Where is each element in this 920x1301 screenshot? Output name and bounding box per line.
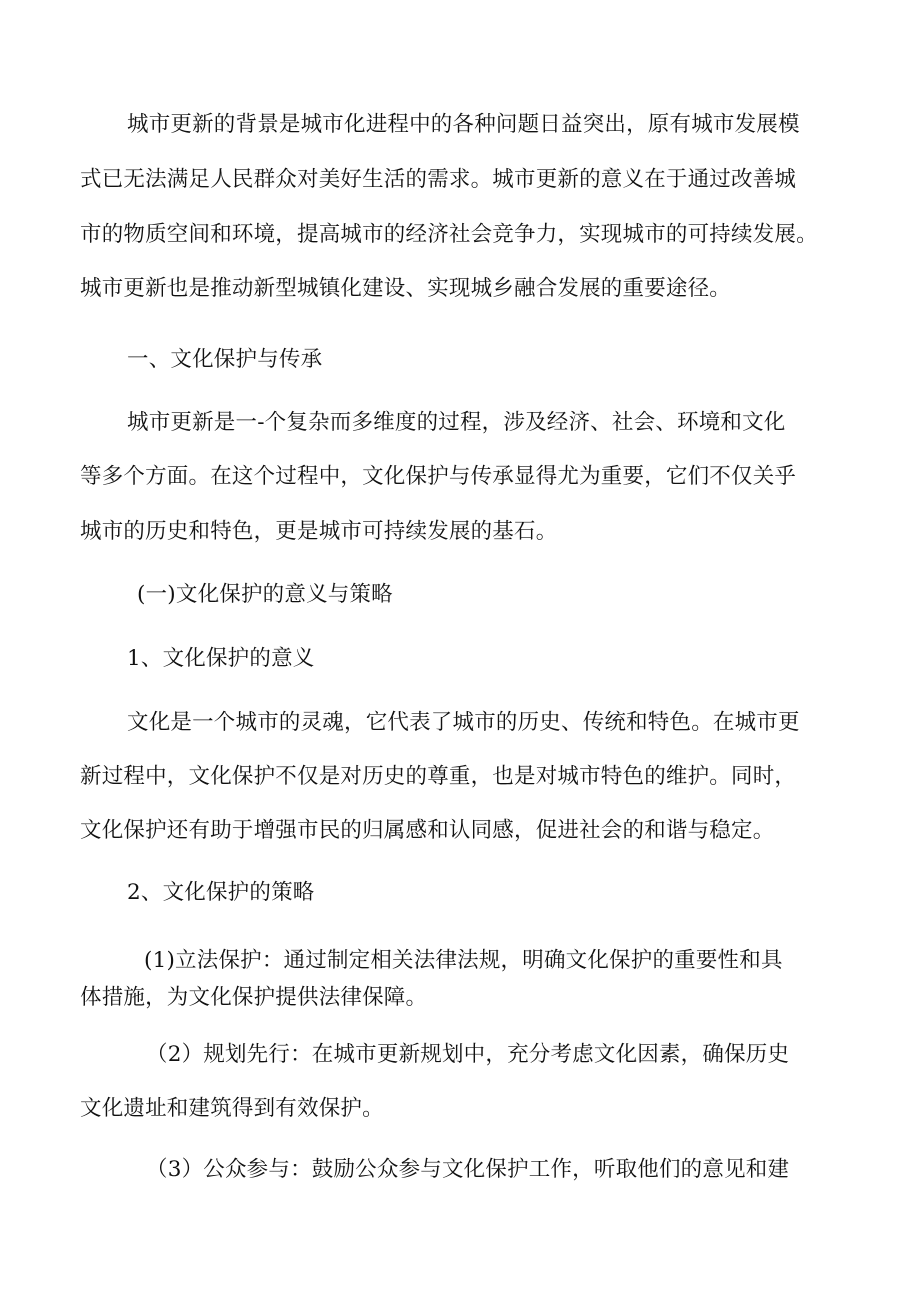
intro-line-1: 城市更新的背景是城市化进程中的各种问题日益突出，原有城市发展模 bbox=[127, 112, 800, 137]
strategy-item-2-line-2: 文化遗址和建筑得到有效保护。 bbox=[80, 1096, 384, 1121]
section-1-line-2: 等多个方面。在这个过程中，文化保护与传承显得尤为重要，它们不仅关乎 bbox=[80, 464, 797, 489]
section-1-line-1: 城市更新是一-个复杂而多维度的过程，涉及经济、社会、环境和文化 bbox=[127, 410, 786, 435]
meaning-line-2: 新过程中，文化保护不仅是对历史的尊重，也是对城市特色的维护。同时， bbox=[80, 764, 797, 789]
strategy-item-2-line-1: （2）规划先行：在城市更新规划中，充分考虑文化因素，确保历史 bbox=[146, 1042, 790, 1067]
meaning-line-3: 文化保护还有助于增强市民的归属感和认同感，促进社会的和谐与稳定。 bbox=[80, 818, 775, 843]
strategy-item-1-line-2: 体措施，为文化保护提供法律保障。 bbox=[80, 985, 428, 1010]
meaning-line-1: 文化是一个城市的灵魂，它代表了城市的历史、传统和特色。在城市更 bbox=[127, 710, 800, 735]
intro-line-4: 城市更新也是推动新型城镇化建设、实现城乡融合发展的重要途径。 bbox=[80, 276, 732, 301]
strategy-item-3-line-1: （3）公众参与：鼓励公众参与文化保护工作，听取他们的意见和建 bbox=[146, 1157, 790, 1182]
intro-line-3: 市的物质空间和环境，提高城市的经济社会竞争力，实现城市的可持续发展。 bbox=[80, 222, 818, 247]
section-1-line-3: 城市的历史和特色，更是城市可持续发展的基石。 bbox=[80, 519, 558, 544]
section-heading-1: 一、文化保护与传承 bbox=[127, 347, 323, 372]
intro-line-2: 式已无法满足人民群众对美好生活的需求。城市更新的意义在于通过改善城 bbox=[80, 167, 797, 192]
subsection-heading-1-1-1: 1、文化保护的意义 bbox=[127, 646, 315, 671]
subsection-heading-1-1-2: 2、文化保护的策略 bbox=[127, 880, 315, 905]
strategy-item-1-line-1: (1)立法保护：通过制定相关法律法规，明确文化保护的重要性和具 bbox=[144, 948, 783, 973]
subsection-heading-1-1: (一)文化保护的意义与策略 bbox=[137, 582, 393, 607]
